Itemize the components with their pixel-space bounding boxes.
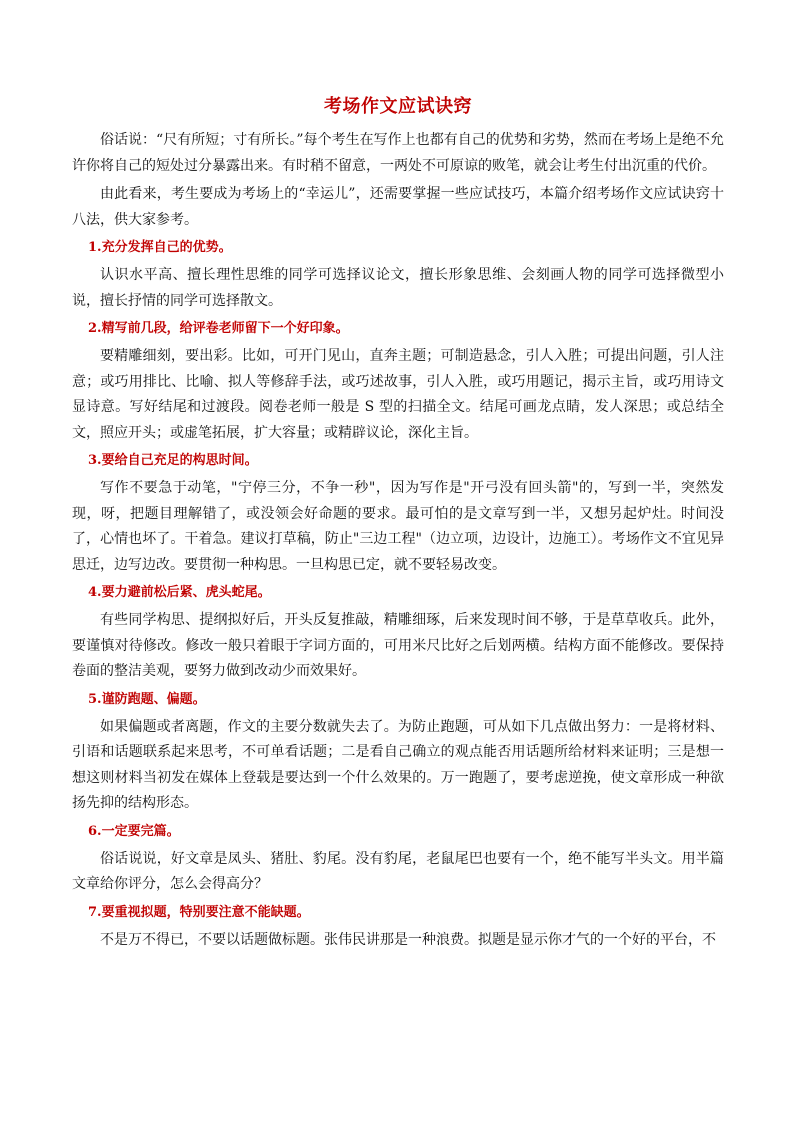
document-page	[72, 92, 724, 956]
section-heading-4: 4.要力避前松后紧、虎头蛇尾。	[88, 585, 271, 600]
section-body-7: 不是万不得已，不要以话题做标题。张伟民讲那是一种浪费。拟题是显示你才气的一个好的平台，不	[100, 931, 716, 948]
section-body-1: 认识水平高、擅长理性思维的同学可选择议论文，擅长形象思维、会刻画人物的同学可选择微型小说，擅长抒情的同学可选择散文。	[72, 267, 724, 309]
section-heading-2: 2.精写前几段，给评卷老师留下一个好印象。	[88, 321, 349, 336]
section-heading-5: 5.谨防跑题、偏题。	[88, 691, 206, 707]
section-body-6: 俗话说说，好文章是凤头、猪肚、豹尾。没有豹尾，老鼠尾巴也要有一个，绝不能写半头文。用半篇文章给你评分，怎么会得高分？	[72, 850, 724, 892]
section-heading-3: 3.要给自己充足的构思时间。	[88, 453, 258, 468]
intro-paragraph-1: 俗话说：“尺有所短；寸有所长。”每个考生在写作上也都有自己的优势和劣势，然而在考场上是绝不允许你将自己的短处过分暴露出来。有时稍不留意，一两处不可原谅的败笔，就会让考生付出沉重的代价。	[72, 132, 724, 174]
section-body-5: 如果偏题或者离题，作文的主要分数就失去了。为防止跑题，可从如下几点做出努力：一是将材料、引语和话题联系起来思考，不可单看话题；二是看自己确立的观点能否用话题所给材料来证明；三是想一想这则材料当初发在媒体上登载是要达到一个什么效果的。万一跑题了，要考虑逆挽，使文章形成一种欲扬先抑的结构形态。	[72, 718, 724, 811]
section-heading-1: 1.充分发挥自己的优势。	[88, 240, 232, 255]
section-body-4: 有些同学构思、提纲拟好后，开头反复推敲，精雕细琢，后来发现时间不够，于是草草收兵。此外，要谨慎对待修改。修改一般只着眼于字词方面的，可用米尺比好之后划两横。结构方面不能修改。要保持卷面的整洁美观，要努力做到改动少而效果好。	[72, 612, 724, 679]
document-title: 考场作文应试诀窍	[324, 96, 472, 117]
intro-paragraph-2: 由此看来，考生要成为考场上的“幸运儿”，还需要掌握一些应试技巧，本篇介绍考场作文应试诀窍十八法，供大家参考。	[72, 186, 724, 228]
section-heading-7: 7.要重视拟题，特别要注意不能缺题。	[88, 904, 310, 920]
section-heading-6: 6.一定要完篇。	[88, 823, 180, 839]
section-body-2: 要精雕细刻，要出彩。比如，可开门见山，直奔主题；可制造悬念，引人入胜；可提出问题，引人注意；或巧用排比、比喻、拟人等修辞手法，或巧述故事，引人入胜，或巧用题记，揭示主旨，或巧用诗文显诗意。写好结尾和过渡段。阅卷老师一般是 S 型的扫描全文。结尾可画龙点睛，发人深思；或总结全文，照应开头；或虚笔拓展，扩大容量；或精辟议论，深化主旨。	[72, 348, 724, 441]
section-body-3: 写作不要急于动笔，"宁停三分，不争一秒"，因为写作是"开弓没有回头箭"的，写到一半，突然发现，呀，把题目理解错了，或没领会好命题的要求。最可怕的是文章写到一半，又想另起炉灶。时间没了，心情也坏了。干着急。建议打草稿，防止"三边工程"（边立项，边设计，边施工）。考场作文不宜见异思迁，边写边改。要贯彻一种构思。一旦构思已定，就不要轻易改变。	[72, 480, 724, 573]
